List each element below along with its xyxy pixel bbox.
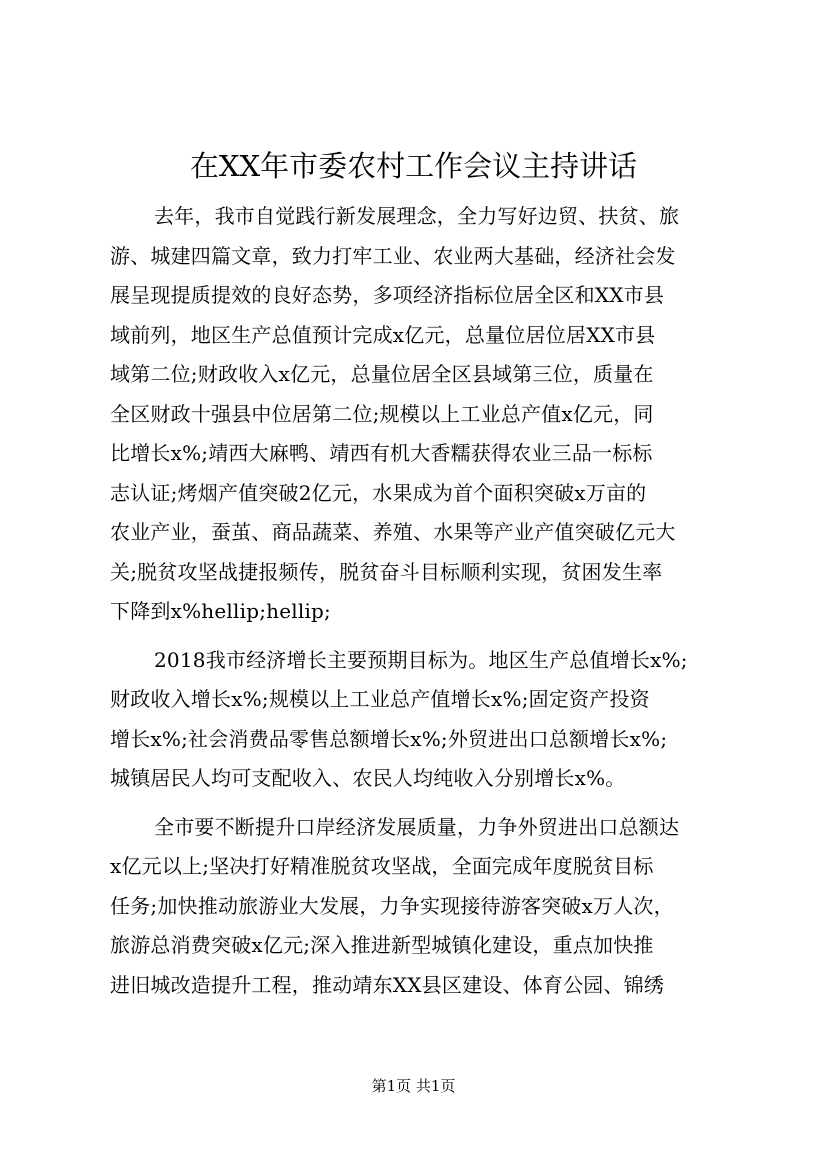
paragraph-line: 域第二位;财政收入x亿元，总量位居全区县域第三位，质量在 [110,362,654,386]
paragraph-line: 城镇居民人均可支配收入、农民人均纯收入分别增长x%。 [110,766,626,790]
paragraph-line: x亿元以上;坚决打好精准脱贫攻坚战，全面完成年度脱贫目标 [110,854,654,878]
paragraph-line: 展呈现提质提效的良好态势，多项经济指标位居全区和XX市县 [110,283,665,307]
paragraph-line: 域前列，地区生产总值预计完成x亿元，总量位居位居XX市县 [110,322,656,347]
page-footer: 第1页 共1页 [371,1077,456,1095]
paragraph-1 [110,197,730,1005]
paragraph-line: 旅游总消费突破x亿元;深入推进新型城镇化建设，重点加快推 [110,933,654,957]
paragraph-line: 全市要不断提升口岸经济发展质量，力争外贸进出口总额达 [154,814,680,839]
paragraph-line: 全区财政十强县中位居第二位;规模以上工业总产值x亿元，同 [110,401,654,426]
paragraph-line: 去年，我市自觉践行新发展理念，全力写好边贸、扶贫、旅 [154,204,680,228]
paragraph-line: 2018我市经济增长主要预期目标为。地区生产总值增长x%; [154,647,688,672]
paragraph-line: 任务;加快推动旅游业大发展，力争实现接待游客突破x万人次， [110,893,674,918]
paragraph-line: 农业产业，蚕茧、商品蔬菜、养殖、水果等产业产值突破亿元大 [110,520,676,544]
paragraph-line: 关;脱贫攻坚战捷报频传，脱贫奋斗目标顺利实现，贫困发生率 [110,559,663,584]
paragraph-gap [110,632,730,641]
paragraph-line: 下降到x%hellip;hellip; [110,599,331,623]
document-title: 在XX年市委农村工作会议主持讲话 [189,149,638,183]
paragraph-line: 比增长x%;靖西大麻鸭、靖西有机大香糯获得农业三品一标标 [110,441,653,465]
paragraph-line: 进旧城改造提升工程，推动靖东XX县区建设、体育公园、锦绣 [110,972,665,997]
paragraph-line: 财政收入增长x%;规模以上工业总产值增长x%;固定资产投资 [110,687,650,711]
paragraph-line: 增长x%;社会消费品零售总额增长x%;外贸进出口总额增长x%; [110,726,668,751]
paragraph-line: 游、城建四篇文章，致力打牢工业、农业两大基础，经济社会发 [110,243,676,268]
paragraph-line: 志认证;烤烟产值突破2亿元，水果成为首个面积突破x万亩的 [110,480,647,505]
paragraph-gap [110,799,730,808]
